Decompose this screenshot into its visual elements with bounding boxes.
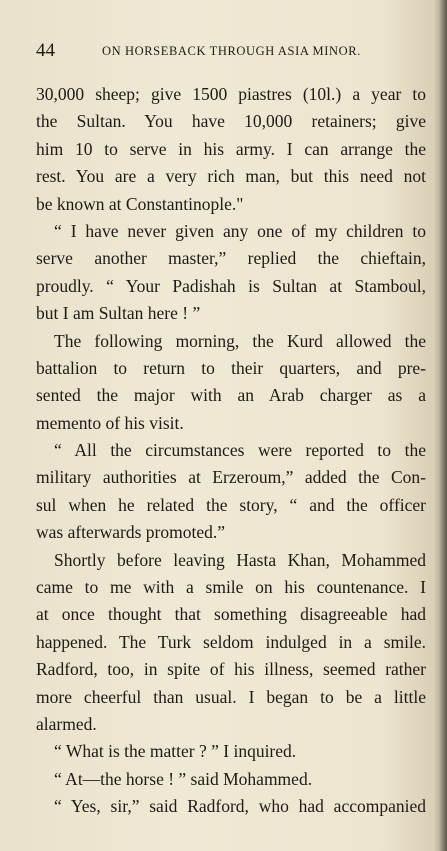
text-line: but I am Sultan here ! ” [36,303,201,324]
page-header [36,40,436,64]
text-line: the Sultan. You have 10,000 retainers; give [36,111,426,132]
text-line: “ What is the matter ? ” I inquired. [54,741,297,762]
text-line: serve another master,” replied the chieftain, [36,248,426,269]
text-line: rest. You are a very rich man, but this need not [36,166,426,187]
text-line: 30,000 sheep; give 1500 piastres (10l.) a year to [36,84,426,104]
text-line: The following morning, the Kurd allowed the [54,330,426,351]
text-line: came to me with a smile on his countenance. I [36,577,426,598]
text-line: be known at Constantinople." [36,193,244,214]
text-line: him 10 to serve in his army. I can arrange the [36,138,426,159]
text-line: sul when he related the story, “ and the officer [36,494,426,515]
text-line: at once thought that something disagreeable had [36,604,426,625]
body-text [36,81,426,821]
text-line: memento of his visit. [36,412,184,433]
page-edge-shadow [439,0,447,851]
text-line: alarmed. [36,713,97,734]
text-line: sented the major with an Arab charger as a [36,385,426,406]
text-line: more cheerful than usual. I began to be a little [36,686,426,707]
text-line: military authorities at Erzeroum,” added the Con- [36,467,426,488]
text-line: “ At—the horse ! ” said Mohammed. [54,768,313,789]
text-line: was afterwards promoted.” [36,522,226,543]
text-line: “ Yes, sir,” said Radford, who had accompanied [54,796,426,817]
text-line: proudly. “ Your Padishah is Sultan at Stamboul, [36,275,426,296]
text-line: Shortly before leaving Hasta Khan, Mohammed [54,549,426,570]
text-line: battalion to return to their quarters, and pre- [36,357,426,378]
running-head: ON HORSEBACK THROUGH ASIA MINOR. [102,44,361,58]
page-number: 44 [36,40,55,61]
text-line: “ All the circumstances were reported to the [54,440,426,461]
text-line: “ I have never given any one of my children to [54,220,426,241]
text-line: happened. The Turk seldom indulged in a smile. [36,631,426,652]
text-line: Radford, too, in spite of his illness, seemed rather [36,659,426,680]
